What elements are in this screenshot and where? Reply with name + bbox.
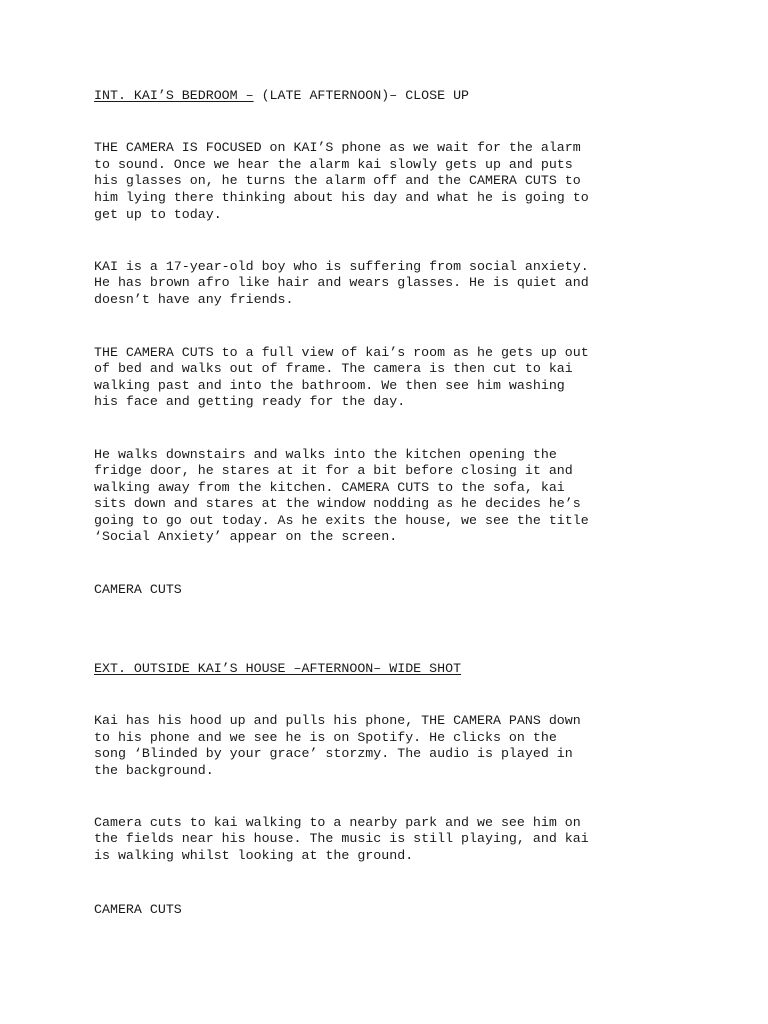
action-line: walking away from the kitchen. CAMERA CUTS to the sofa, kai [94, 480, 565, 495]
action-line: fridge door, he stares at it for a bit before closing it and [94, 463, 573, 478]
action-line: get up to today. [94, 207, 222, 222]
scene-heading: EXT. OUTSIDE KAI’S HOUSE –AFTERNOON– WIDE SHOT [94, 661, 462, 676]
action-line: sits down and stares at the window nodding as he decides he’s [94, 496, 581, 511]
action-line: is walking whilst looking at the ground. [94, 848, 414, 863]
transition: CAMERA CUTS [94, 902, 182, 917]
action-line: ‘Social Anxiety’ appear on the screen. [94, 529, 398, 544]
action-line: THE CAMERA IS FOCUSED on KAI’S phone as we wait for the alarm [94, 140, 581, 155]
action-line: song ‘Blinded by your grace’ storzmy. The audio is played in [94, 746, 573, 761]
action-line: Camera cuts to kai walking to a nearby park and we see him on [94, 815, 581, 830]
action-line: He walks downstairs and walks into the kitchen opening the [94, 447, 557, 462]
action-line: going to go out today. As he exits the house, we see the title [94, 513, 589, 528]
action-line: doesn’t have any friends. [94, 292, 294, 307]
action-line: the fields near his house. The music is still playing, and kai [94, 831, 589, 846]
action-line: walking past and into the bathroom. We then see him washing [94, 378, 565, 393]
action-line: to his phone and we see he is on Spotify. He clicks on the [94, 730, 557, 745]
scene-heading-rest: (LATE AFTERNOON)– CLOSE UP [253, 88, 470, 103]
action-line: him lying there thinking about his day and what he is going to [94, 190, 589, 205]
action-line: the background. [94, 763, 214, 778]
scene-heading [94, 88, 469, 105]
action-line: to sound. Once we hear the alarm kai slowly gets up and puts [94, 157, 573, 172]
action-line: of bed and walks out of frame. The camera is then cut to kai [94, 361, 573, 376]
transition: CAMERA CUTS [94, 582, 182, 597]
action-line: Kai has his hood up and pulls his phone, THE CAMERA PANS down [94, 713, 581, 728]
scene-heading-underlined: INT. KAI’S BEDROOM – [94, 88, 254, 103]
action-line: his face and getting ready for the day. [94, 394, 406, 409]
action-line: his glasses on, he turns the alarm off and the CAMERA CUTS to [94, 173, 581, 188]
action-line: THE CAMERA CUTS to a full view of kai’s room as he gets up out [94, 345, 589, 360]
action-line: KAI is a 17-year-old boy who is suffering from social anxiety. [94, 259, 589, 274]
action-line: He has brown afro like hair and wears glasses. He is quiet and [94, 275, 589, 290]
